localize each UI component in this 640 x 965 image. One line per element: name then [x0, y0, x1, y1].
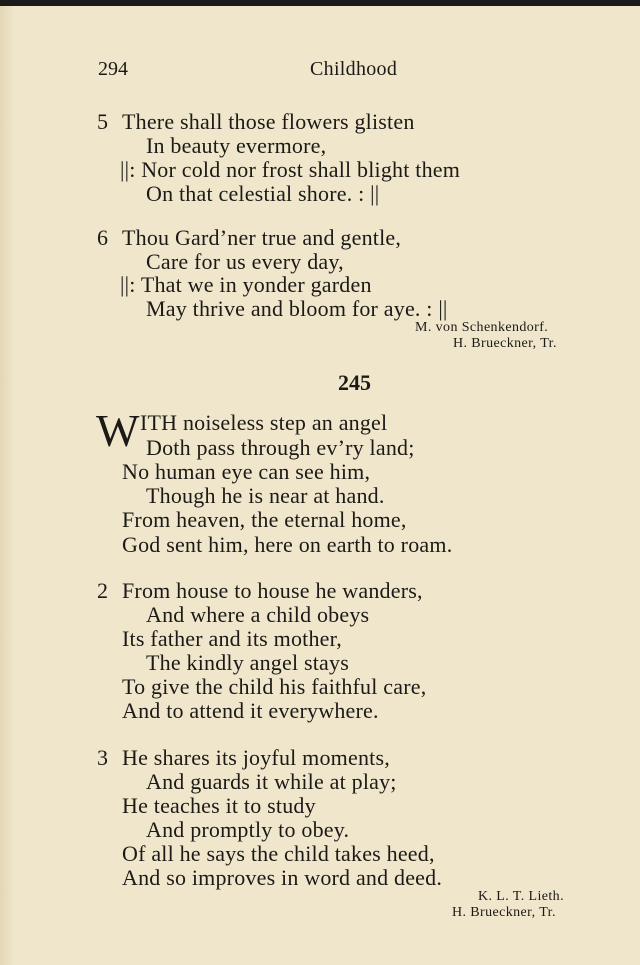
verse-line: From heaven, the eternal home, — [122, 507, 407, 532]
verse-line: May thrive and bloom for aye. : || — [146, 296, 448, 321]
translator-credit: H. Brueckner, Tr. — [453, 336, 557, 351]
verse-line: There shall those flowers glisten — [122, 109, 415, 134]
verse-line: And where a child obeys — [146, 602, 370, 627]
verse-line: He shares its joyful moments, — [122, 745, 390, 770]
verse-line: In beauty evermore, — [146, 133, 327, 158]
author-credit: K. L. T. Lieth. — [478, 889, 564, 904]
stanza-number: 3 — [97, 745, 108, 770]
verse-line: And guards it while at play; — [146, 769, 397, 794]
verse-line: And so improves in word and deed. — [122, 865, 443, 890]
section-title: Childhood — [310, 58, 398, 80]
verse-line: From house to house he wanders, — [122, 578, 423, 603]
stanza-number: 2 — [97, 578, 108, 603]
verse-line: On that celestial shore. : || — [146, 181, 380, 206]
verse-line: No human eye can see him, — [122, 459, 371, 484]
verse-line: The kindly angel stays — [146, 650, 349, 675]
hymn-number: 245 — [338, 370, 371, 395]
verse-line: He teaches it to study — [122, 793, 316, 818]
verse-line: Though he is near at hand. — [146, 483, 385, 508]
verse-line: Of all he says the child takes heed, — [122, 841, 435, 866]
verse-line: ITH noiseless step an angel — [140, 410, 388, 435]
translator-credit: H. Brueckner, Tr. — [452, 905, 556, 920]
verse-line: And promptly to obey. — [146, 817, 350, 842]
drop-cap: W — [96, 405, 140, 456]
verse-line: Doth pass through ev’ry land; — [146, 435, 415, 460]
stanza-number: 6 — [97, 225, 108, 250]
page-number: 294 — [98, 58, 128, 80]
verse-line: To give the child his faithful care, — [122, 674, 427, 699]
verse-line: Its father and its mother, — [122, 626, 342, 651]
verse-line: ||: That we in yonder garden — [120, 272, 372, 297]
verse-line: God sent him, here on earth to roam. — [122, 532, 453, 557]
verse-line: Thou Gard’ner true and gentle, — [122, 225, 402, 250]
verse-line: ||: Nor cold nor frost shall blight them — [120, 157, 461, 182]
verse-line: And to attend it everywhere. — [122, 698, 379, 723]
author-credit: M. von Schenkendorf. — [415, 320, 549, 335]
stanza-number: 5 — [97, 109, 108, 134]
verse-line: Care for us every day, — [146, 249, 344, 274]
